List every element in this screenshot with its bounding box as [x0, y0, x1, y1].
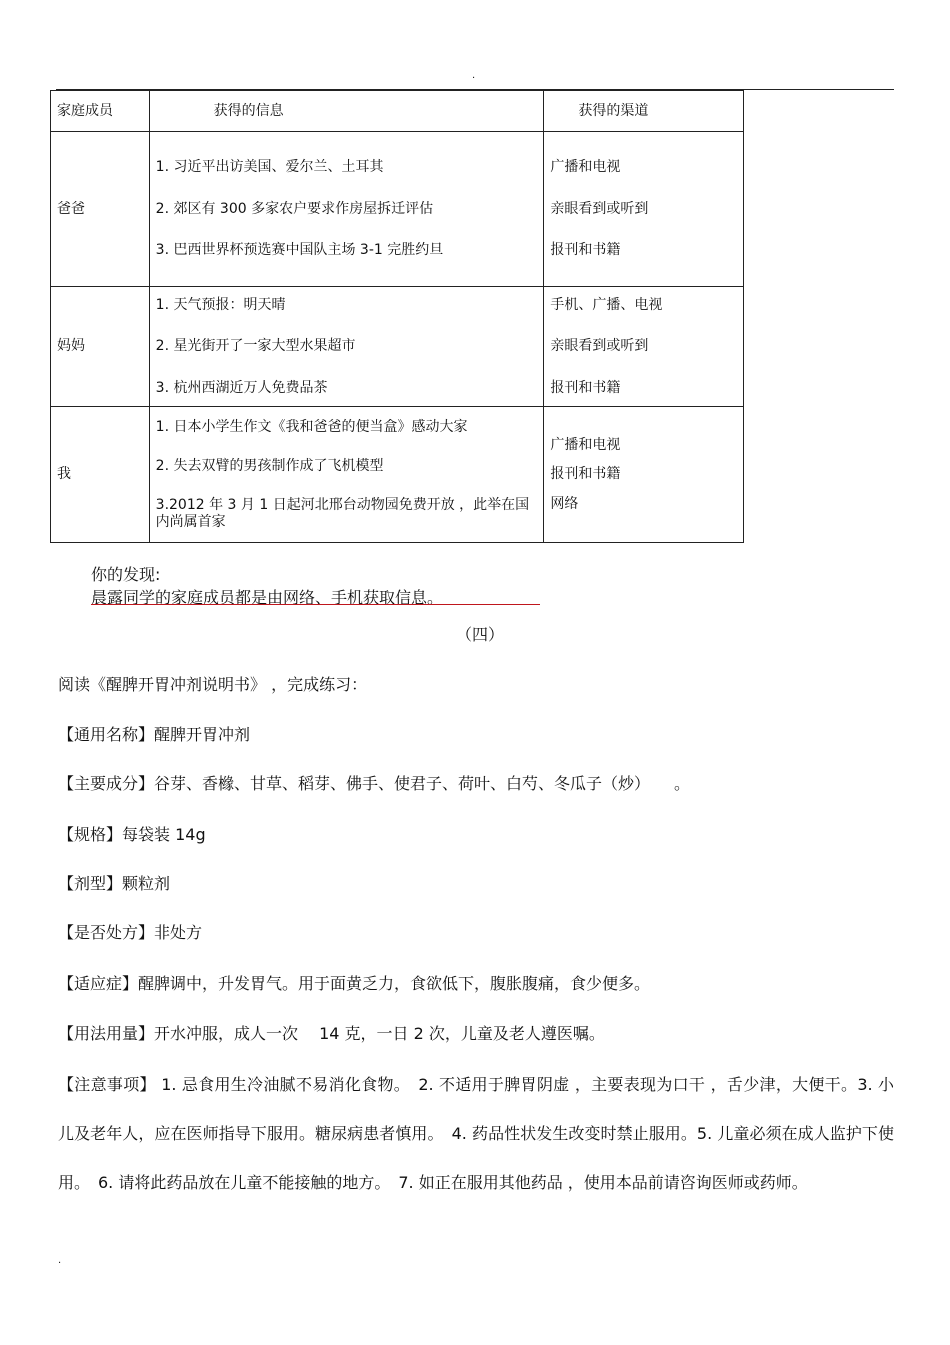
channel-line: 广播和电视	[550, 436, 621, 453]
reading-intro: 阅读《醒脾开胃冲剂说明书》 ，完成练习：	[58, 675, 368, 694]
info-line: 1. 习近平出访美国、爱尔兰、土耳其	[155, 159, 384, 175]
info-cell	[149, 287, 544, 407]
item-form: 【剂型】颗粒剂	[58, 874, 171, 893]
info-line: 3. 杭州西湖近万人免费品茶	[155, 379, 328, 396]
info-cell	[149, 407, 544, 543]
info-line: 2. 星光街开了一家大型水果超市	[155, 338, 356, 355]
channel-cell	[544, 132, 744, 287]
member-cell: 妈妈	[51, 287, 150, 407]
item-prescription: 【是否处方】非处方	[58, 923, 203, 942]
info-cell	[149, 132, 544, 287]
table-header-row	[51, 91, 744, 132]
finding-answer: 晨露同学的家庭成员都是由网络、手机获取信息。	[91, 588, 444, 607]
channel-line: 报刊和书籍	[550, 379, 621, 396]
item-notes: 【注意事项】 1. 忌食用生冷油腻不易消化食物。 2. 不适用于脾胃阴虚 ，主要表现为口干 ，舌少津，大便干。3. 小儿及老年人，应在医师指导下服用。糖尿病患者慎用。 4. 药品性状发生改变时禁止服用。5. 儿童必须在成人监护下使用。 6. 请将此药品放在儿童不能接触的地方。 7. 如正在服用其他药品 ，使用本品前请咨询医师或药师。	[58, 1075, 894, 1192]
channel-line: 网络	[550, 495, 579, 512]
header-dot: .	[472, 70, 476, 81]
channel-line: 广播和电视	[550, 159, 621, 175]
info-line: 1. 天气预报：明天晴	[155, 296, 286, 313]
item-dosage: 【用法用量】开水冲服，成人一次 14 克，一日 2 次，儿童及老人遵医嘱。	[58, 1024, 605, 1043]
info-line: 3. 巴西世界杯预选赛中国队主场 3-1 完胜约旦	[155, 242, 444, 259]
channel-line: 亲眼看到或听到	[550, 200, 649, 217]
channel-cell	[544, 287, 744, 407]
channel-line: 手机、广播、电视	[550, 296, 663, 313]
channel-cell	[544, 407, 744, 543]
answer-underline	[91, 604, 540, 605]
channel-line: 亲眼看到或听到	[550, 338, 649, 355]
header-info: 获得的信息	[149, 91, 544, 132]
channel-line: 报刊和书籍	[550, 466, 621, 483]
header-channel: 获得的渠道	[544, 91, 744, 132]
footer-dot: .	[58, 1255, 62, 1266]
section-number: （四）	[456, 625, 505, 644]
table-row	[51, 287, 744, 407]
table-row	[51, 132, 744, 287]
header-member: 家庭成员	[51, 91, 150, 132]
channel-line: 报刊和书籍	[550, 242, 621, 259]
member-cell: 爸爸	[51, 132, 150, 287]
finding-label: 你的发现:	[91, 565, 161, 584]
info-line: 1. 日本小学生作文《我和爸爸的便当盒》感动大家	[155, 418, 468, 435]
table-row	[51, 407, 744, 543]
info-line: 2. 郊区有 300 多家农户要求作房屋拆迁评估	[155, 200, 434, 217]
item-spec: 【规格】每袋装 14g	[58, 825, 206, 844]
member-cell: 我	[51, 407, 150, 543]
info-line: 2. 失去双臂的男孩制作成了飞机模型	[155, 457, 384, 474]
item-name: 【通用名称】醒脾开胃冲剂	[58, 725, 251, 744]
item-indication: 【适应症】醒脾调中，升发胃气。用于面黄乏力，食欲低下，腹胀腹痛，食少便多。	[58, 974, 651, 993]
family-info-table	[50, 90, 744, 543]
info-line: 3.2012 年 3 月 1 日起河北邢台动物园免费开放 ，此举在国内尚属首家	[155, 496, 530, 530]
item-ingredients: 【主要成分】谷芽、香橼、甘草、稻芽、佛手、使君子、荷叶、白芍、冬瓜子（炒） 。	[58, 774, 691, 793]
